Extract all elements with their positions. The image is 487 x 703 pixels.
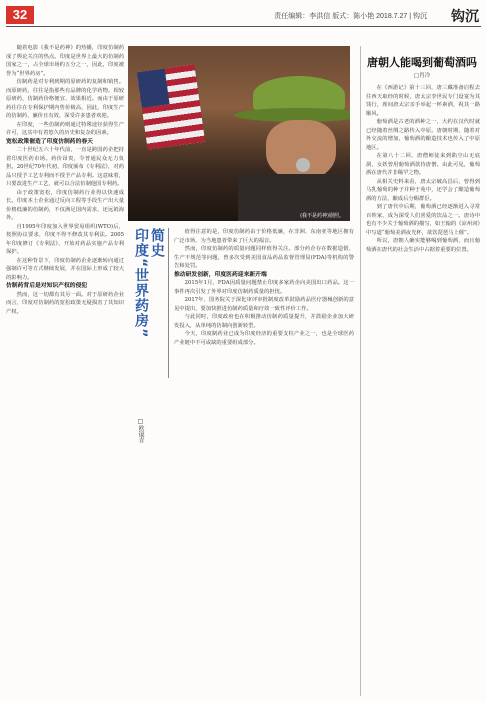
page-header xyxy=(0,0,487,24)
paragraph: 到了唐代中后期，葡萄酒已经逐渐进入寻常百姓家，成为深受人们喜爱的饮品之一。唐诗中也有不少关于葡萄酒的描写，如王翰的《凉州词》中写道“葡萄美酒夜光杯，欲饮琵琶马上催”。 xyxy=(366,204,480,236)
title-divider xyxy=(168,228,169,378)
us-flag-graphic xyxy=(137,64,205,149)
column-divider xyxy=(360,46,361,696)
paragraph: 然而，印度仿制药的质量问题同样值得关注。部分药企存在数据造假、生产不规范等问题，曾多次受到美国食品药品监督管理局(FDA)等机构的警告和处罚。 xyxy=(174,246,354,269)
paragraph: 与此同时，印度政府也在积极推动仿制药质量提升，并鼓励企业加大研发投入，从单纯的仿制向创新转型。 xyxy=(174,314,354,329)
paragraph: 在《西游记》第十三回，唐三藏准备启程去往西天取经的时候，唐太宗李世民专门设宴为其饯行，席间唐太宗亲手举起一杯素酒，祝其一路顺风。 xyxy=(366,85,480,117)
movie-still-photo xyxy=(128,46,350,221)
paragraph: 二十世纪五六十年代前，一直是跨国药企把持着印度医药市场。药价昂贵，令普通民众无力负担。20世纪70年代初，印度颁布《专利法》，对药品只授予工艺专利而不授予产品专利。这意味着，只要改进生产工艺，就可以合法仿制他国专利药。 xyxy=(6,147,124,187)
paragraph: 由于政策宽松，印度仿制药行业得以快速成长。印度本土企业通过反向工程等手段生产出大量价格低廉的仿制药，不仅满足国内需求，还远销海外。 xyxy=(6,189,124,221)
page-number: 32 xyxy=(6,6,34,24)
paragraph: 在印度，一些仿制药则通过特殊途径获得生产许可，这其中有着悠久的历史和复杂的因素。 xyxy=(6,121,124,136)
paragraph: 随着电影《我不是药神》的热播，印度仿制药成了舆论关注的热点。印度是世界上最大的仿制药国家之一，占全球市场约五分之一，因此，印度被誉为“世界药房”。 xyxy=(6,45,124,77)
paragraph: 2015年1月，FDA因质量问题禁止印度多家药企向美国出口药品。这一事件再次引发了外界对印度仿制药质量的担忧。 xyxy=(174,280,354,295)
microphone-graphic xyxy=(296,158,310,172)
subheading: 宽松政策催造了印度仿制药的春天 xyxy=(6,138,93,145)
feature-byline: □欧镜青 xyxy=(137,418,144,443)
paragraph: 2017年，国务院关于深化审评审批制度改革鼓励药品医疗器械创新的意见中提出，要加快推进仿制药质量和疗效一致性评价工作。 xyxy=(174,297,354,312)
subheading: 仿制药背后是对知识产权的侵犯 xyxy=(6,283,88,289)
header-rule xyxy=(6,26,481,27)
left-column xyxy=(6,44,124,696)
paragraph: 然而，这一切都有其另一面。对于原研药企业而言，印度对仿制药的宽松政策无疑损害了其知识产权。 xyxy=(6,291,124,315)
paragraph: 在第八十二回，唐僧师徒来到陷空山无底洞，女妖曾用葡萄酒款待唐僧。由此可见，葡萄酒在唐代并非稀罕之物。 xyxy=(366,153,480,176)
folio-line: 责任编辑：李洪信 版式：陈小艳 2018.7.27 | 钩沉 xyxy=(274,13,427,20)
paragraph: 自1995年印度加入世界贸易组织(WTO)后，按照协议要求，印度不得不修改其专利法。2005年印度修订《专利法》，开始对药品实施产品专利保护。 xyxy=(6,223,124,255)
paragraph: 今天，印度制药业已成为印度经济的重要支柱产业之一，也是全球医药产业链中不可或缺的重要组成部分。 xyxy=(174,331,354,346)
paragraph: 所以，唐朝人确实能够喝到葡萄酒，而且葡萄酒在唐代的社会生活中占据着重要的位置。 xyxy=(366,238,480,253)
paragraph: 葡萄酒是古老的酒种之一，大约在汉代时就已经随着丝绸之路传入中原。唐朝时期，随着对外交流的增加，葡萄酒的酿造技术也传入了中原地区。 xyxy=(366,119,480,151)
side-article-author: □肖冷 xyxy=(413,73,431,79)
subheading: 推动研发创新，印度医药迎来新开端 xyxy=(174,271,267,278)
paragraph: 值得注意的是，印度仿制药由于价格低廉，在非洲、东南亚等地区拥有广泛市场，为当地患者带来了巨大的福音。 xyxy=(174,229,354,244)
feature-title-line1: 印度“世界药房” xyxy=(133,228,149,339)
side-article-title: 唐朝人能喝到葡萄酒吗 xyxy=(367,56,477,69)
feature-title-line2: 简史 xyxy=(149,228,165,258)
paragraph: 在这种背景下，印度仿制药企业逐渐转向通过强制许可等方式继续发展，并在国际上形成了较大的影响力。 xyxy=(6,257,124,281)
photo-caption: (我不是药神)剧照。 xyxy=(300,213,344,219)
paragraph: 从相关史料来看，唐太宗破高昌后，曾得到马乳葡萄的种子并种于苑中，还学会了酿造葡萄酒的方法，酿成后分赐群臣。 xyxy=(366,178,480,202)
middle-column xyxy=(174,228,354,696)
section-name: 钩沉 xyxy=(451,9,479,25)
right-column xyxy=(366,84,480,696)
paragraph: 仿制药是对专利到期的原研药的复制和销售。而原研药，往往是指那些有品牌的化学药物。相较原研药，仿制药价格便宜、效果相近。而由于原研药往往在专利保护期内售价极高，因此，印度生产的仿制药，廉价且有效，深受许多患者欢迎。 xyxy=(6,79,124,119)
